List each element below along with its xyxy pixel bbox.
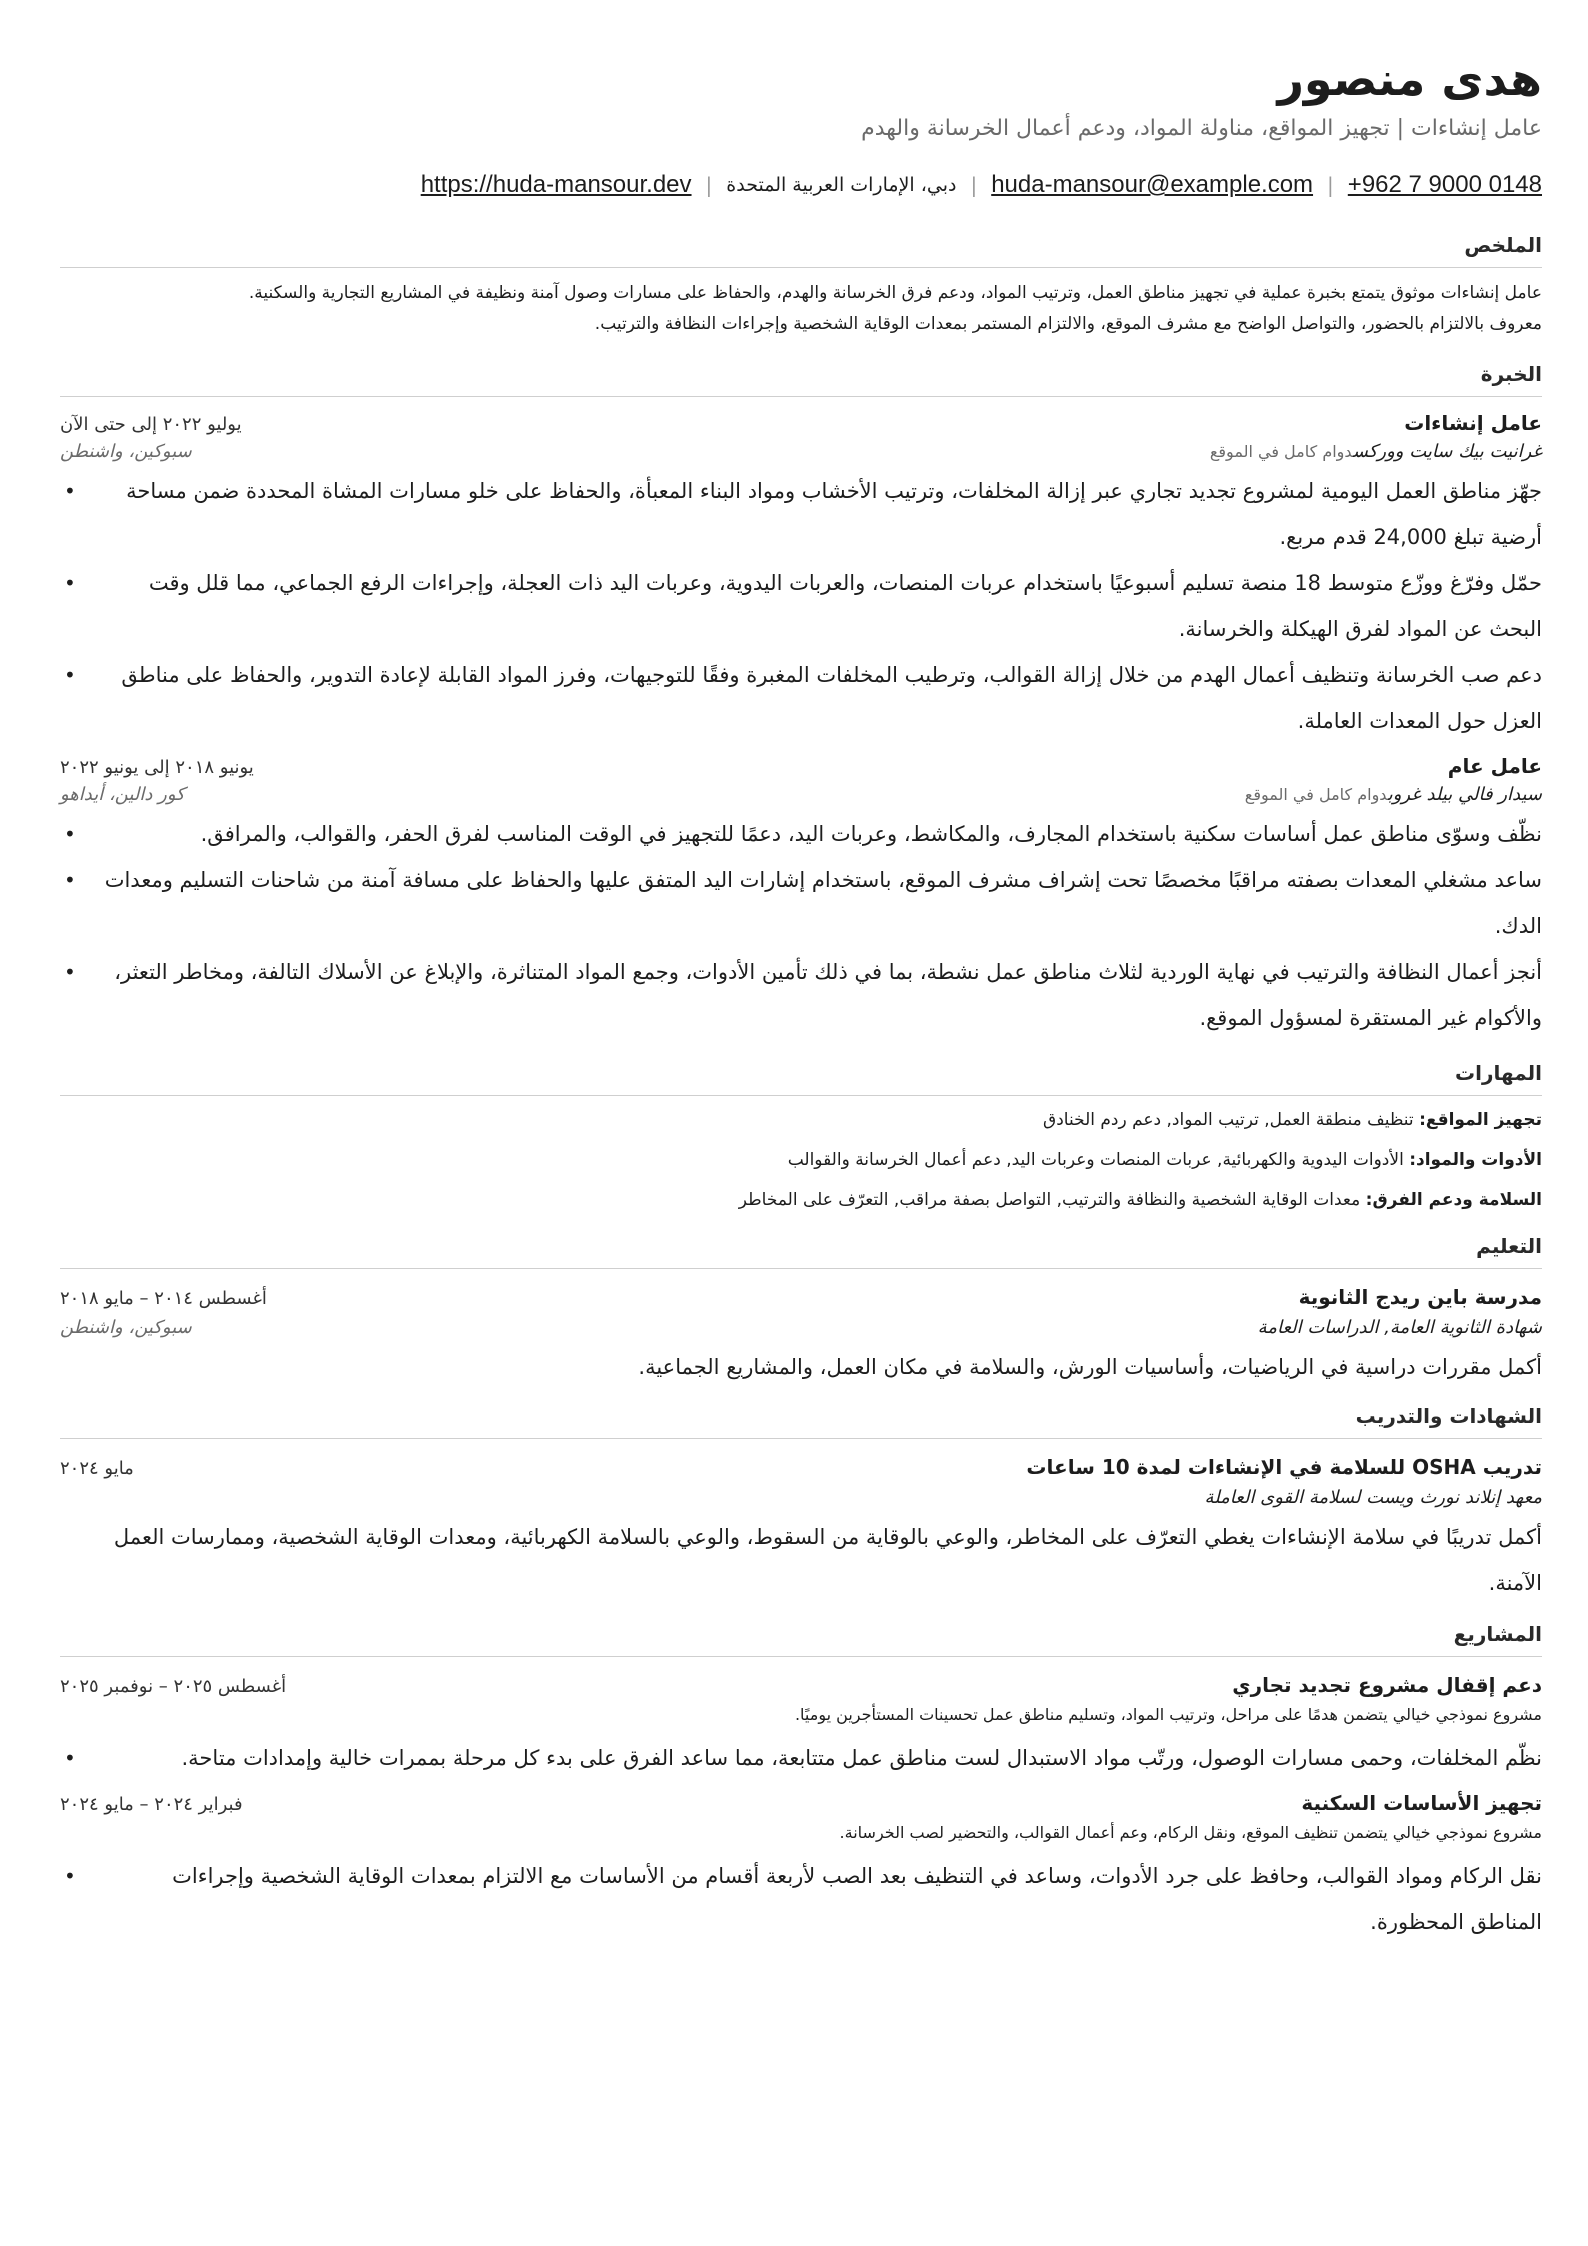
education-date: أغسطس ٢٠١٤ – مايو ٢٠١٨ (60, 1288, 267, 1309)
skill-row (60, 1180, 1542, 1220)
candidate-name: هدى منصور (1277, 52, 1542, 106)
summary-line: عامل إنشاءات موثوق يتمتع بخبرة عملية في تجهيز مناطق العمل، وترتيب المواد، ودعم فرق الخرسانة والهدم، والحفاظ على مسارات وصول آمنة ونظيفة في المشاريع التجارية والسكنية. (248, 283, 1542, 303)
project-description: مشروع نموذجي خيالي يتضمن تنظيف الموقع، ونقل الركام، وعم أعمال القوالب، والتحضير لصب الخرسانة. (839, 1823, 1542, 1842)
job-entry (60, 754, 1542, 1041)
summary-section (60, 233, 1542, 340)
list-item: • أنجز أعمال النظافة والترتيب في نهاية الوردية لثلاث مناطق عمل نشطة، بما في ذلك تأمين الأدوات، وجمع المواد المتناثرة، والإبلاغ عن الأسلاك التالفة، ومخاطر التعثر، والأكوام غير المستقرة لمسؤول الموقع. (60, 949, 1542, 1041)
section-title-skills: المهارات (60, 1061, 1542, 1096)
job-date: يوليو ٢٠٢٢ إلى حتى الآن (60, 414, 242, 435)
job-entry (60, 411, 1542, 744)
skill-row (60, 1140, 1542, 1180)
project-name: تجهيز الأساسات السكنية (1301, 1791, 1542, 1815)
projects-section (60, 1622, 1542, 1945)
project-name: دعم إقفال مشروع تجديد تجاري (1232, 1673, 1542, 1697)
certifications-section (60, 1404, 1542, 1606)
job-meta: دوام كامل في الموقع (1244, 785, 1388, 804)
email-link[interactable]: huda-mansour@example.com (991, 171, 1314, 198)
certification-issuer: معهد إنلاند نورث ويست لسلامة القوى العاملة (1204, 1487, 1542, 1508)
skill-label: الأدوات والمواد: (1409, 1150, 1542, 1170)
job-bullets (60, 811, 1542, 1041)
section-title-projects: المشاريع (60, 1622, 1542, 1657)
school-name: مدرسة باين ريدج الثانوية (1298, 1285, 1542, 1309)
certification-note: أكمل تدريبًا في سلامة الإنشاءات يغطي التعرّف على المخاطر، والوعي بالوقاية من السقوط، والوعي بالسلامة الكهربائية، ومعدات الوقاية الشخصية، وممارسات العمل الآمنة. (113, 1525, 1542, 1595)
section-title-summary: الملخص (60, 233, 1542, 268)
skill-label: السلامة ودعم الفرق: (1365, 1190, 1542, 1210)
project-bullets (60, 1853, 1542, 1945)
list-item: • دعم صب الخرسانة وتنظيف أعمال الهدم من خلال إزالة القوالب، وترطيب المخلفات المغبرة وفقًا للتوجيهات، وفرز المواد القابلة لإعادة التدوير، والحفاظ على مناطق العزل حول المعدات العاملة. (60, 652, 1542, 744)
list-item: • نقل الركام ومواد القوالب، وحافظ على جرد الأدوات، وساعد في التنظيف بعد الصب لأربعة أقسام من الأساسات مع الالتزام بمعدات الوقاية الشخصية وإجراءات المناطق المحظورة. (60, 1853, 1542, 1945)
company-name: سيدار فالي بيلد غروب (1387, 784, 1542, 805)
skill-value: الأدوات اليدوية والكهربائية, عربات المنصات وعربات اليد, دعم أعمال الخرسانة والقوالب (787, 1150, 1404, 1170)
skill-row (60, 1100, 1542, 1140)
job-meta: دوام كامل في الموقع (1209, 442, 1353, 461)
separator: | (705, 173, 713, 197)
company-name: غرانيت بيك سايت ووركس (1352, 441, 1542, 462)
separator: | (970, 173, 978, 197)
education-note: أكمل مقررات دراسية في الرياضيات، وأساسيات الورش، والسلامة في مكان العمل، والمشاريع الجماعية. (638, 1355, 1542, 1379)
section-title-experience: الخبرة (60, 362, 1542, 397)
project-entry (60, 1673, 1542, 1781)
job-title: عامل إنشاءات (1404, 411, 1542, 435)
location-text: دبي، الإمارات العربية المتحدة (726, 174, 957, 196)
skill-label: تجهيز المواقع: (1419, 1110, 1542, 1130)
job-title: عامل عام (1447, 754, 1542, 778)
summary-text (60, 278, 1542, 340)
project-entry (60, 1791, 1542, 1945)
certification-date: مايو ٢٠٢٤ (60, 1458, 134, 1479)
section-title-certifications: الشهادات والتدريب (60, 1404, 1542, 1439)
phone-link[interactable]: +962 7 9000 0148 (1347, 171, 1542, 198)
separator: | (1327, 173, 1334, 197)
project-date: فبراير ٢٠٢٤ – مايو ٢٠٢٤ (60, 1794, 243, 1815)
resume-page (60, 52, 1542, 1945)
job-location: سبوكين، واشنطن (60, 441, 192, 462)
project-description: مشروع نموذجي خيالي يتضمن هدمًا على مراحل، وترتيب المواد، وتسليم مناطق عمل تحسينات المستأجرين يوميًا. (794, 1705, 1542, 1724)
skills-section (60, 1061, 1542, 1220)
candidate-headline: عامل إنشاءات | تجهيز المواقع، مناولة المواد، ودعم أعمال الخرسانة والهدم (861, 116, 1542, 141)
section-title-education: التعليم (60, 1234, 1542, 1269)
list-item: • جهّز مناطق العمل اليومية لمشروع تجديد تجاري عبر إزالة المخلفات، وترتيب الأخشاب ومواد البناء المعبأة، والحفاظ على خلو مسارات المشاة المحددة ضمن مساحة أرضية تبلغ 24,000 قدم مربع. (60, 468, 1542, 560)
list-item: • نظّف وسوّى مناطق عمل أساسات سكنية باستخدام المجارف، والمكاشط، وعربات اليد، دعمًا للتجهيز في الوقت المناسب لفرق الحفر، والقوالب، والمرافق. (60, 811, 1542, 857)
list-item: • حمّل وفرّغ ووزّع متوسط 18 منصة تسليم أسبوعيًا باستخدام عربات المنصات، والعربات اليدوية، وعربات اليد ذات العجلة، وإجراءات الرفع الجماعي، مما قلل وقت البحث عن المواد لفرق الهيكلة والخرسانة. (60, 560, 1542, 652)
job-date: يونيو ٢٠١٨ إلى يونيو ٢٠٢٢ (60, 757, 254, 778)
education-location: سبوكين، واشنطن (60, 1317, 192, 1338)
list-item: • نظّم المخلفات، وحمى مسارات الوصول، ورتّب مواد الاستبدال لست مناطق عمل متتابعة، مما ساعد الفرق على بدء كل مرحلة بممرات خالية وإمدادات متاحة. (60, 1735, 1542, 1781)
degree-text: شهادة الثانوية العامة, الدراسات العامة (1257, 1317, 1542, 1338)
education-section (60, 1234, 1542, 1390)
summary-line: معروف بالالتزام بالحضور، والتواصل الواضح مع مشرف الموقع، والالتزام المستمر بمعدات الوقاية الشخصية وإجراءات النظافة والترتيب. (594, 314, 1542, 334)
project-date: أغسطس ٢٠٢٥ – نوفمبر ٢٠٢٥ (60, 1676, 287, 1697)
contact-bar (60, 171, 1542, 199)
certification-name: تدريب OSHA للسلامة في الإنشاءات لمدة 10 ساعات (1026, 1455, 1542, 1479)
job-location: كور دالين، أيداهو (60, 784, 185, 805)
website-link[interactable]: https://huda-mansour.dev (420, 171, 692, 198)
skill-value: تنظيف منطقة العمل, ترتيب المواد, دعم ردم الخنادق (1043, 1110, 1414, 1130)
skill-value: معدات الوقاية الشخصية والنظافة والترتيب, التواصل بصفة مراقب, التعرّف على المخاطر (738, 1190, 1361, 1210)
experience-section (60, 362, 1542, 1041)
job-bullets (60, 468, 1542, 744)
list-item: • ساعد مشغلي المعدات بصفته مراقبًا مخصصًا تحت إشراف مشرف الموقع، باستخدام إشارات اليد المتفق عليها والحفاظ على مسافة آمنة من شاحنات التسليم ومعدات الدك. (60, 857, 1542, 949)
project-bullets (60, 1735, 1542, 1781)
